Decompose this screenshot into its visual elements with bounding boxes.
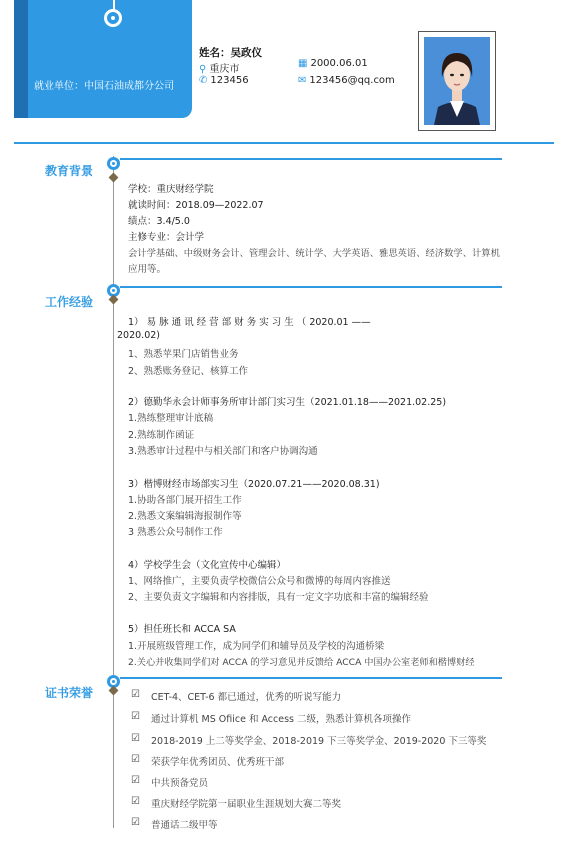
job-5-item: 2.关心并收集同学们对 ACCA 的学习意见并反馈给 ACCA 中国办公室老师和楷博财经 bbox=[128, 657, 475, 668]
birth-row bbox=[298, 58, 368, 69]
header-banner bbox=[14, 0, 192, 118]
courses-line-2: 应用等。 bbox=[128, 264, 167, 275]
job-4-title: 4）学校学生会（文化宣传中心编辑） bbox=[128, 560, 287, 571]
education-diamond-icon bbox=[109, 173, 119, 183]
period-text: 就读时间：2018.09—2022.07 bbox=[128, 200, 264, 211]
cert-item: 通过计算机 MS Ofiice 和 Access 二级，熟悉计算机各项操作 bbox=[151, 714, 412, 725]
section-title-work: 工作经验 bbox=[45, 295, 94, 309]
banner-ring-icon bbox=[104, 9, 122, 27]
school-text: 学校：重庆财经学院 bbox=[128, 184, 214, 195]
banner-fold bbox=[14, 0, 28, 118]
employer-text: 就业单位：中国石油成都分公司 bbox=[34, 81, 174, 92]
job-4-item: 1、网络推广，主要负责学校微信公众号和微博的每周内容推送 bbox=[128, 576, 391, 587]
birth-text: 2000.06.01 bbox=[310, 58, 368, 69]
work-rule bbox=[120, 286, 502, 288]
certs-rule bbox=[120, 677, 502, 679]
city-row bbox=[199, 60, 239, 75]
job-1-item: 2、熟悉账务登记、核算工作 bbox=[128, 366, 249, 377]
checkbox-icon: ☑ bbox=[131, 775, 140, 786]
job-2-item: 1.熟练整理审计底稿 bbox=[128, 413, 214, 424]
email-text: 123456@qq.com bbox=[309, 75, 395, 86]
work-diamond-icon bbox=[109, 295, 119, 305]
section-title-certs: 证书荣誉 bbox=[45, 686, 94, 700]
education-rule bbox=[120, 158, 502, 160]
header-divider bbox=[14, 142, 554, 144]
education-ring-icon bbox=[107, 157, 120, 170]
job-2-item: 2.熟练制作函证 bbox=[128, 430, 195, 441]
city-text: 重庆市 bbox=[209, 64, 240, 75]
map-pin-icon: ⚲ bbox=[199, 64, 207, 75]
name-text: 姓名：吴政仪 bbox=[199, 47, 262, 59]
calendar-icon: ▦ bbox=[298, 58, 308, 69]
checkbox-icon: ☑ bbox=[131, 754, 140, 765]
courses-line-1: 会计学基础、中级财务会计、管理会计、统计学、大学英语、雅思英语、经济数学、计算机 bbox=[128, 248, 500, 259]
mail-icon: ✉ bbox=[298, 75, 307, 86]
job-3-item: 3 熟悉公众号制作工作 bbox=[128, 527, 223, 538]
job-1-item: 1、熟悉苹果门店销售业务 bbox=[128, 349, 239, 360]
job-1-title-line-2: 2020.02) bbox=[117, 330, 160, 341]
phone-text: 123456 bbox=[210, 75, 249, 86]
portrait-illustration bbox=[424, 37, 490, 125]
job-3-item: 2.熟悉文案编辑海报制作等 bbox=[128, 511, 242, 522]
job-5-title: 5）担任班长和 ACCA SA bbox=[128, 624, 236, 635]
section-title-education: 教育背景 bbox=[45, 164, 94, 178]
certs-diamond-icon bbox=[109, 686, 119, 696]
checkbox-icon: ☑ bbox=[131, 711, 140, 722]
major-text: 主修专业：会计学 bbox=[128, 232, 205, 243]
checkbox-icon: ☑ bbox=[131, 733, 140, 744]
cert-item: 荣获学年优秀团员、优秀班干部 bbox=[151, 757, 285, 768]
job-3-item: 1.协助各部门展开招生工作 bbox=[128, 495, 242, 506]
job-2-item: 3.熟悉审计过程中与相关部门和客户协调沟通 bbox=[128, 446, 318, 457]
cert-item: 重庆财经学院第一届职业生涯规划大赛二等奖 bbox=[151, 799, 342, 810]
job-2-title: 2）德勤华永会计师事务所审计部门实习生（2021.01.18——2021.02.25) bbox=[128, 397, 447, 408]
checkbox-icon: ☑ bbox=[131, 689, 140, 700]
email-row bbox=[298, 75, 395, 86]
cert-item: 中共预备党员 bbox=[151, 778, 209, 789]
checkbox-icon: ☑ bbox=[131, 817, 140, 828]
job-4-item: 2、主要负责文字编辑和内容排版，具有一定文字功底和丰富的编辑经验 bbox=[128, 592, 429, 603]
gpa-text: 绩点：3.4/5.0 bbox=[128, 216, 190, 227]
profile-photo bbox=[418, 31, 496, 131]
job-3-title: 3）楷博财经市场部实习生（2020.07.21——2020.08.31) bbox=[128, 479, 380, 490]
cert-item: 普通话二级甲等 bbox=[151, 820, 218, 831]
phone-row bbox=[199, 75, 249, 86]
job-1-title-line-1: 1） 易 脉 通 讯 经 营 部 财 务 实 习 生 （ 2020.01 —— bbox=[128, 317, 371, 328]
timeline-line bbox=[113, 156, 114, 828]
cert-item: 2018-2019 上二等奖学金、2018-2019 下三等奖学金、2019-2020 下三等奖 bbox=[151, 736, 487, 747]
checkbox-icon: ☑ bbox=[131, 796, 140, 807]
cert-item: CET-4、CET-6 都已通过，优秀的听说写能力 bbox=[151, 692, 342, 703]
job-5-item: 1.开展班级管理工作，成为同学们和辅导员及学校的沟通桥梁 bbox=[128, 641, 385, 652]
phone-icon: ✆ bbox=[199, 75, 208, 86]
